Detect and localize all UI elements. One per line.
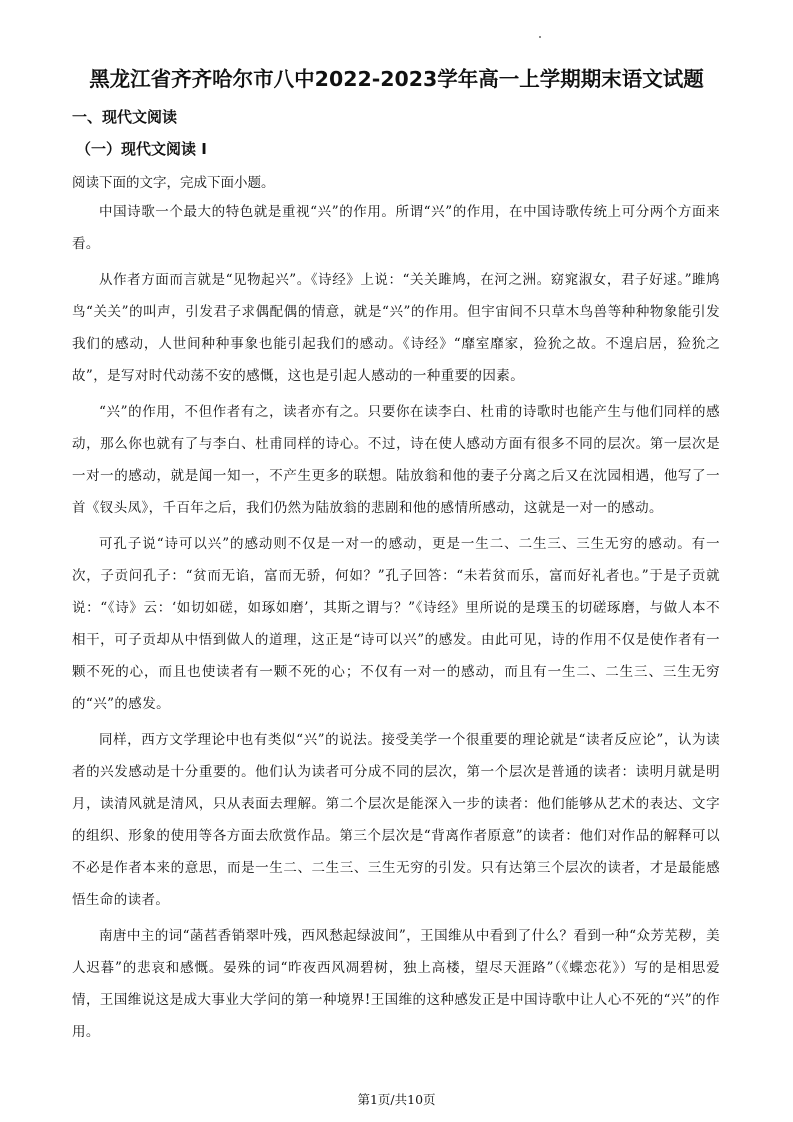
paragraph-6: 南唐中主的词“菡萏香销翠叶残，西风愁起绿波间”，王国维从中看到了什么？看到一种“众芳芜秽，美人迟暮”的悲哀和感慨。晏殊的词“昨夜西风凋碧树，独上高楼，望尽天涯路”（《蝶恋花》）写的是相思爱情，王国维说这是成大事业大学问的第一种境界!王国维的这种感发正是中国诗歌中让人心不死的“兴”的作用。 [72, 928, 720, 1040]
section-heading: 一、现代文阅读 [72, 108, 178, 126]
paragraph-4: 可孔子说“诗可以兴”的感动则不仅是一对一的感动，更是一生二、二生三、三生无穷的感动。有一次，子贡问孔子：“贫而无谄，富而无骄，何如？”孔子回答：“未若贫而乐，富而好礼者也。”于是子贡就说：“《诗》云：‘如切如磋，如琢如磨’，其斯之谓与？”《诗经》里所说的是璞玉的切磋琢磨，与做人本不相干，可子贡却从中悟到做人的道理，这正是“诗可以兴”的感发。由此可见，诗的作用不仅是使作者有一颗不死的心，而且也使读者有一颗不死的心；不仅有一对一的感动，而且有一生二、二生三、三生无穷的“兴”的感发。 [72, 536, 720, 712]
document-title: 黑龙江省齐齐哈尔市八中2022-2023学年高一上学期期末语文试题 [89, 67, 704, 91]
scan-dot [539, 36, 541, 38]
sub-heading: （一）现代文阅读 I [76, 140, 207, 158]
paragraph-1: 中国诗歌一个最大的特色就是重视“兴”的作用。所谓“兴”的作用，在中国诗歌传统上可分两个方面来看。 [72, 204, 720, 252]
paragraph-5: 同样，西方文学理论中也有类似“兴”的说法。接受美学一个很重要的理论就是“读者反应论”，认为读者的兴发感动是十分重要的。他们认为读者可分成不同的层次，第一个层次是普通的读者：读明月就是明月，读清风就是清风，只从表面去理解。第二个层次是能深入一步的读者：他们能够从艺术的表达、文字的组织、形象的使用等各方面去欣赏作品。第三个层次是“背离作者原意”的读者：他们对作品的解释可以不必是作者本来的意思，而是一生二、二生三、三生无穷的引发。只有达第三个层次的读者，才是最能感悟生命的读者。 [72, 732, 720, 908]
paragraph-3: “兴”的作用，不但作者有之，读者亦有之。只要你在读李白、杜甫的诗歌时也能产生与他们同样的感动，那么你也就有了与李白、杜甫同样的诗心。不过，诗在使人感动方面有很多不同的层次。第一层次是一对一的感动，就是闻一知一，不产生更多的联想。陆放翁和他的妻子分离之后又在沈园相遇，他写了一首《钗头凤》，千百年之后，我们仍然为陆放翁的悲剧和他的感情所感动，这就是一对一的感动。 [72, 404, 720, 516]
reading-instruction: 阅读下面的文字，完成下面小题。 [72, 175, 275, 191]
article-body [72, 196, 720, 1052]
page-footer: 第1页/共10页 [357, 1092, 436, 1107]
paragraph-2: 从作者方面而言就是“见物起兴”。《诗经》上说：“关关雎鸠，在河之洲。窈窕淑女，君子好逑。”雎鸠鸟“关关”的叫声，引发君子求偶配偶的情意，就是“兴”的作用。但宇宙间不只草木鸟兽等种种物象能引发我们的感动，人世间种种事象也能引起我们的感动。《诗经》“靡室靡家，猃狁之故。不遑启居，猃狁之故”，是写对时代动荡不安的感慨，这也是引起人感动的一种重要的因素。 [72, 272, 720, 384]
